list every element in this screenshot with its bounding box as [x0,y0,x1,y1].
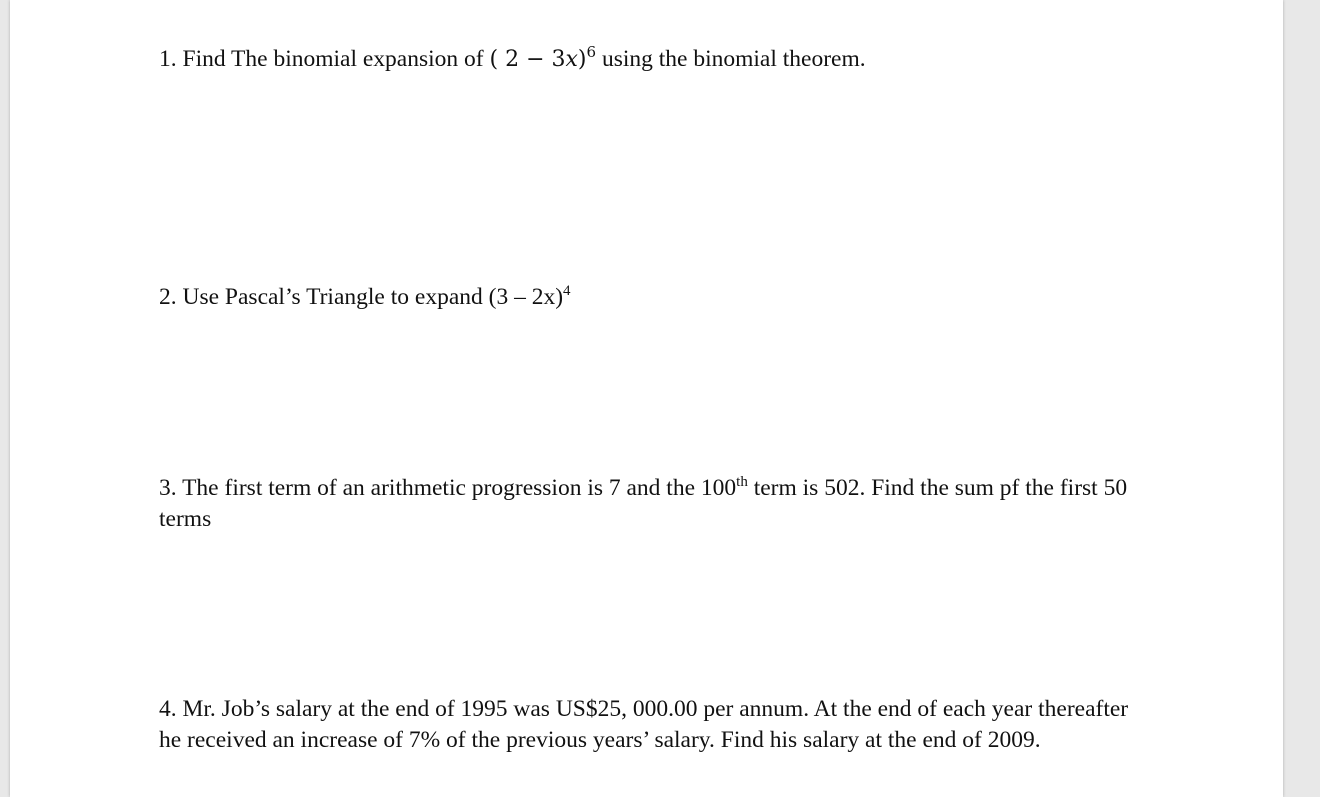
question-3 [159,473,1139,535]
document-page [10,0,1283,797]
question-2 [159,282,1139,313]
math-close: ) [577,47,587,72]
math-variable: x [565,47,578,72]
question-1 [159,44,1139,75]
question-number: 3. [159,475,177,501]
math-expression [489,43,597,72]
question-text: Mr. Job’s salary at the end of 1995 was US$25, 000.00 per annum. At the end of each year thereafter he received an increase of 7% of the previous years’ salary. Find his salary at the end of 2009. [159,696,1129,753]
question-text: Use Pascal’s Triangle to expand (3 – 2x) [182,284,564,310]
question-text: The first term of an arithmetic progression is 7 and the 100 [182,475,737,501]
math-open: ( 2 − 3 [489,47,566,72]
question-text-continued: using the binomial theorem. [601,46,866,72]
exponent: 4 [563,283,571,299]
question-number: 2. [159,284,177,310]
question-text: Find The binomial expansion of [182,46,484,72]
question-number: 4. [159,696,177,722]
question-4 [159,694,1139,756]
math-exponent: 6 [586,43,597,61]
question-number: 1. [159,46,177,72]
ordinal-superscript: th [736,474,748,490]
question-text-continued: term is 502. Find the sum pf the first 50 terms [159,475,1128,532]
